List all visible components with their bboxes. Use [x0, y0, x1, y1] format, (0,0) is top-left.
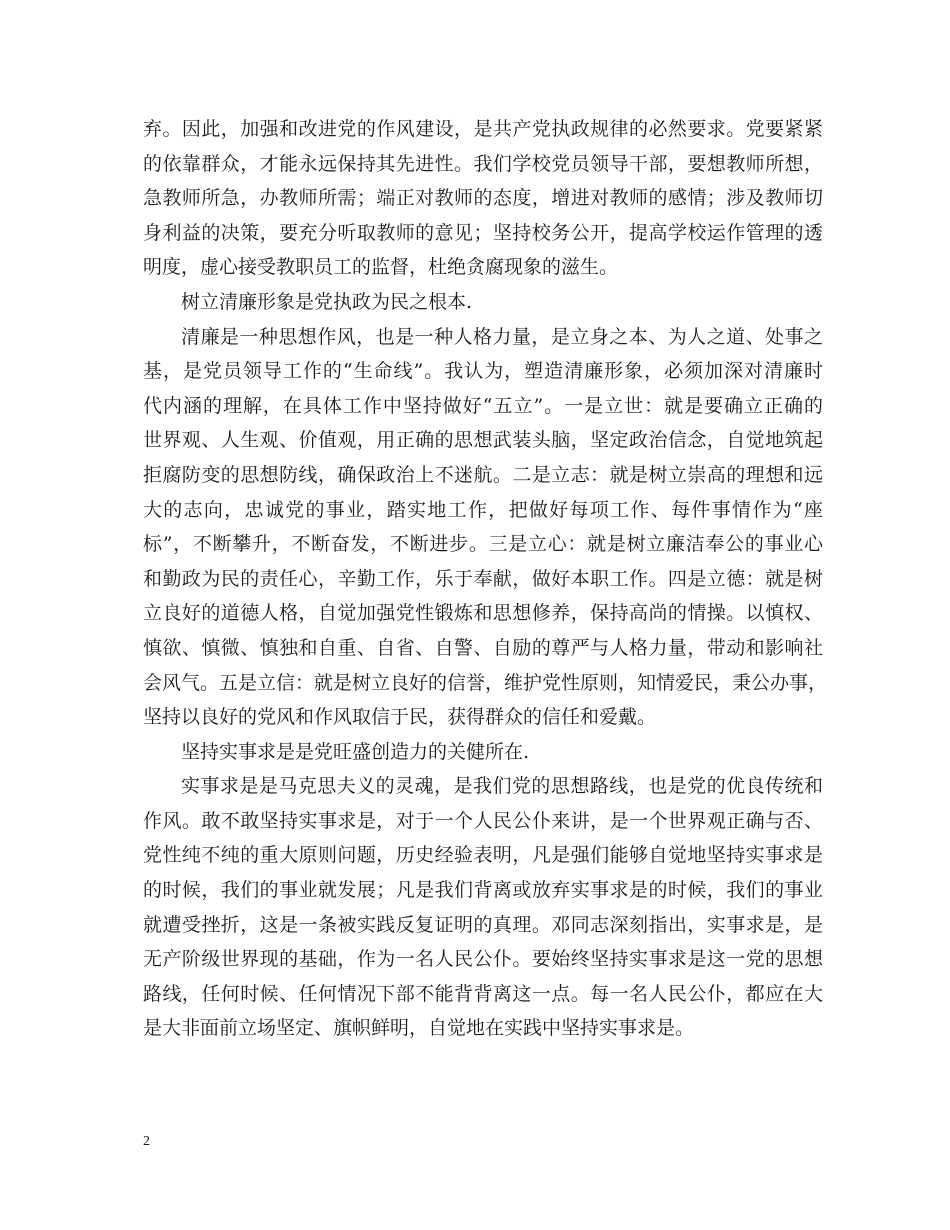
- text-line: 身利益的决策，要充分听取教师的意见；坚持校务公开，提高学校运作管理的透: [143, 221, 823, 244]
- text-line: 慎欲、慎微、慎独和自重、自省、自警、自励的尊严与人格力量，带动和影响社: [143, 636, 823, 659]
- text-line: 立良好的道德人格，自觉加强党性锻炼和思想修养，保持高尚的情操。以慎权、: [143, 602, 823, 625]
- text-line: 标”，不断攀升，不断奋发，不断进步。三是立心：就是树立廉洁奉公的事业心: [143, 533, 823, 556]
- text-line: 就遭受挫折，这是一条被实践反复证明的真理。邓同志深刻指出，实事求是，是: [143, 913, 823, 936]
- text-line: 和勤政为民的责任心，辛勤工作，乐于奉献，做好本职工作。四是立德：就是树: [143, 567, 823, 590]
- text-line: 路线，任何时候、任何情况下部不能背背离这一点。每一名人民公仆，都应在大: [143, 982, 823, 1005]
- section-heading-text: 坚持实事求是是党旺盛创造力的关健所在.: [181, 740, 530, 763]
- page-number: 2: [143, 1134, 150, 1149]
- text-line: 坚持以良好的党风和作风取信于民，获得群众的信任和爱戴。: [143, 706, 657, 729]
- text-line: 实事求是是马克思夫义的灵魂，是我们党的思想路线，也是党的优良传统和: [181, 775, 823, 798]
- paragraph-2: [143, 320, 828, 735]
- section-heading-1: [143, 285, 823, 320]
- text-line: 的依靠群众，才能永远保持其先进性。我们学校党员领导干部，要想教师所想，: [143, 152, 823, 175]
- section-heading-2: [143, 735, 823, 770]
- text-line: 清廉是一种思想作风，也是一种人格力量，是立身之本、为人之道、处事之: [181, 325, 823, 348]
- text-line: 拒腐防变的思想防线，确保政治上不迷航。二是立志：就是树立崇高的理想和远: [143, 463, 823, 486]
- text-line: 急教师所急，办教师所需；端正对教师的态度，增进对教师的感情；涉及教师切: [143, 187, 823, 210]
- text-line: 的时候，我们的事业就发展；凡是我们背离或放弃实事求是的时候，我们的事业: [143, 879, 823, 902]
- text-line: 会风气。五是立信：就是树立良好的信誉，维护党性原则，知情爱民，秉公办事，: [143, 671, 828, 694]
- text-line: 代内涵的理解，在具体工作中坚持做好“五立”。一是立世：就是要确立正确的: [143, 394, 823, 417]
- text-line: 无产阶级世界现的基础，作为一名人民公仆。要始终坚持实事求是这一党的思想: [143, 948, 823, 971]
- text-line: 弃。因此，加强和改进党的作风建设，是共产党执政规律的必然要求。党要紧紧: [143, 118, 823, 140]
- text-line: 党性纯不纯的重大原则问题，历史经验表明，凡是强们能够自觉地坚持实事求是: [143, 844, 823, 867]
- text-line: 世界观、人生观、价值观，用正确的思想武装头脑，坚定政治信念，自觉地筑起: [143, 429, 823, 452]
- text-line: 作风。敢不敢坚持实事求是，对于一个人民公仆来讲，是一个世界观正确与否、: [143, 809, 823, 832]
- document-body: [143, 112, 828, 1046]
- text-line: 是大非面前立场坚定、旗帜鲜明，自觉地在实践中坚持实事求是。: [143, 1017, 695, 1040]
- text-line: 明度，虚心接受教职员工的监督，杜绝贪腐现象的滋生。: [143, 256, 619, 279]
- paragraph-3: [143, 769, 823, 1046]
- paragraph-1: [143, 112, 823, 285]
- text-line: 基，是党员领导工作的“生命线”。我认为，塑造清廉形象，必须加深对清廉时: [143, 360, 823, 383]
- section-heading-text: 树立清廉形象是党执政为民之根本.: [181, 290, 473, 313]
- text-line: 大的志向，忠诚党的事业，踏实地工作，把做好每项工作、每件事情作为“座: [143, 498, 823, 521]
